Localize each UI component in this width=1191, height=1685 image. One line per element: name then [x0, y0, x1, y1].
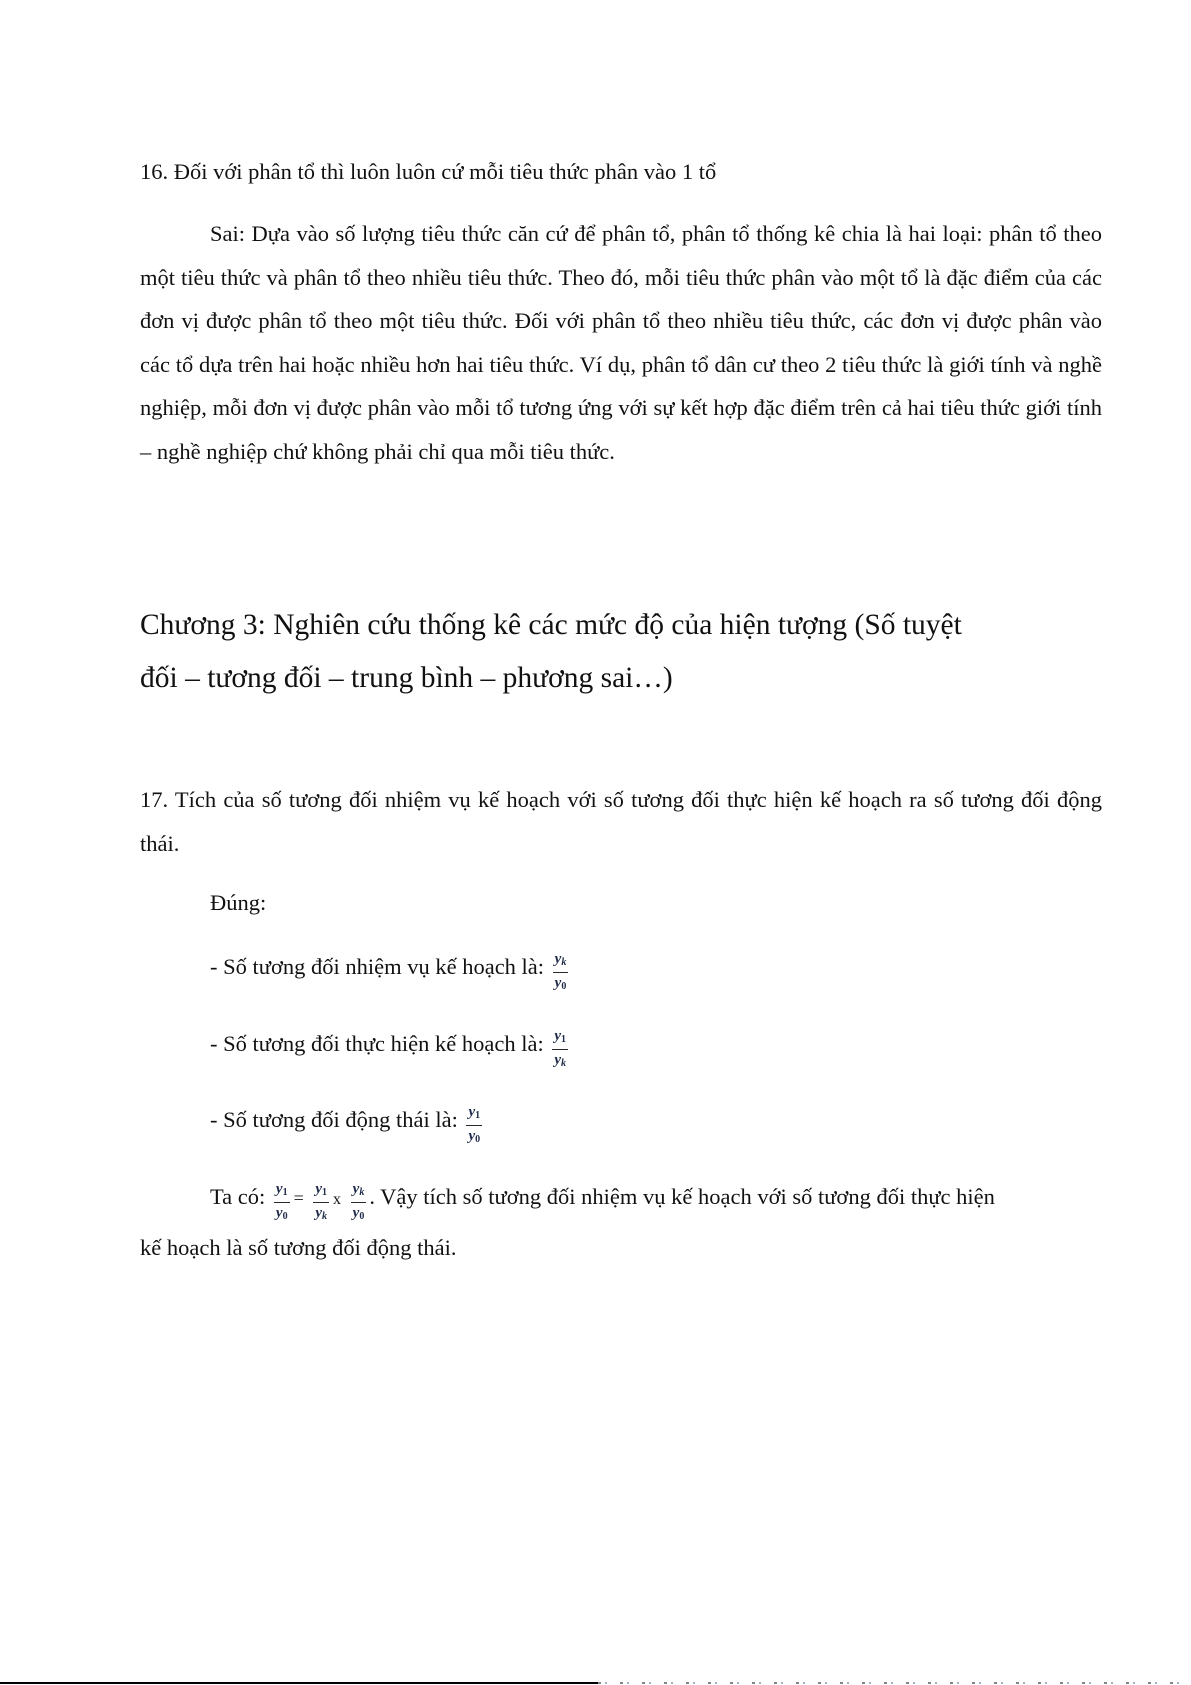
equals-sign: =: [293, 1188, 304, 1209]
conclusion-text-line-1: Vậy tích số tương đối nhiệm vụ kế hoạch với số tương đối thực hiện: [374, 1184, 995, 1210]
fraction-denominator: $y_0$: [468, 1128, 481, 1145]
fraction-denominator: $y_0$: [275, 1205, 288, 1222]
question-17-title: 17. Tích của số tương đối nhiệm vụ kế hoạch với số tương đối thực hiện kế hoạch ra số tương đối động thái.: [140, 787, 1102, 856]
formula-item-dynamics: [210, 1101, 485, 1143]
fraction-denominator: $y_0$: [554, 975, 567, 992]
fraction-denominator: $y_k$: [315, 1205, 328, 1222]
fraction-denominator: $y_0$: [352, 1205, 365, 1222]
conclusion-text-line-2: kế hoạch là số tương đối động thái.: [140, 1235, 457, 1260]
question-16-title: 16. Đối với phân tổ thì luôn luôn cứ mỗi tiêu thức phân vào 1 tổ: [140, 159, 717, 184]
fraction-yk-over-y0: [553, 952, 569, 994]
chapter-heading: [140, 599, 1040, 705]
fraction-y1-over-y0: [274, 1182, 290, 1224]
formula-item-plan-task: [210, 948, 571, 990]
fraction-numerator: $y_1$: [552, 1029, 568, 1050]
conclusion-prefix: Ta có:: [210, 1184, 266, 1210]
fraction-numerator: $y_1$: [313, 1182, 329, 1203]
question-17-answer-label: Đúng:: [210, 890, 267, 915]
fraction-denominator: $y_k$: [554, 1052, 567, 1069]
conclusion-period: .: [369, 1184, 375, 1210]
question-16-answer-text: Sai: Dựa vào số lượng tiêu thức căn cứ để phân tổ, phân tổ thống kê chia là hai loại: phân tổ theo một tiêu thức và phân tổ theo nhiều tiêu thức. Theo đó, mỗi tiêu thức phân vào một tổ là đặc điểm của các đơn vị được phân tổ theo một tiêu thức. Đối với phân tổ theo nhiều tiêu thức, các đơn vị được phân vào các tổ dựa trên hai hoặc nhiều hơn hai tiêu thức. Ví dụ, phân tổ dân cư theo 2 tiêu thức là giới tính và nghề nghiệp, mỗi đơn vị được phân vào mỗi tổ tương ứng với sự kết hợp đặc điểm trên cả hai tiêu thức giới tính – nghề nghiệp chứ không phải chỉ qua mỗi tiêu thức.: [140, 221, 1102, 464]
fraction-y1-over-y0: [466, 1105, 482, 1147]
fraction-numerator: $y_k$: [553, 952, 569, 973]
page-bottom-scan-artifacts: [598, 1682, 1188, 1684]
formula-item-plan-fulfillment: [210, 1025, 571, 1067]
fraction-yk-over-y0: [351, 1182, 367, 1224]
question-16-answer: [140, 212, 1102, 473]
formula-item-label: - Số tương đối nhiệm vụ kế hoạch là:: [210, 954, 545, 980]
formula-item-label: - Số tương đối thực hiện kế hoạch là:: [210, 1031, 544, 1057]
conclusion-equation-line: [210, 1178, 995, 1220]
fraction-numerator: $y_1$: [274, 1182, 290, 1203]
fraction-y1-over-yk: [552, 1029, 568, 1071]
formula-item-label: - Số tương đối động thái là:: [210, 1107, 458, 1133]
chapter-heading-line-2: đối – tương đối – trung bình – phương sai…): [140, 662, 673, 694]
fraction-numerator: $y_k$: [351, 1182, 367, 1203]
fraction-numerator: $y_1$: [466, 1105, 482, 1126]
page-bottom-rule: [0, 1682, 598, 1684]
times-sign: x: [333, 1191, 342, 1209]
chapter-heading-line-1: Chương 3: Nghiên cứu thống kê các mức độ của hiện tượng (Số tuyệt: [140, 609, 962, 641]
fraction-y1-over-yk: [313, 1182, 329, 1224]
